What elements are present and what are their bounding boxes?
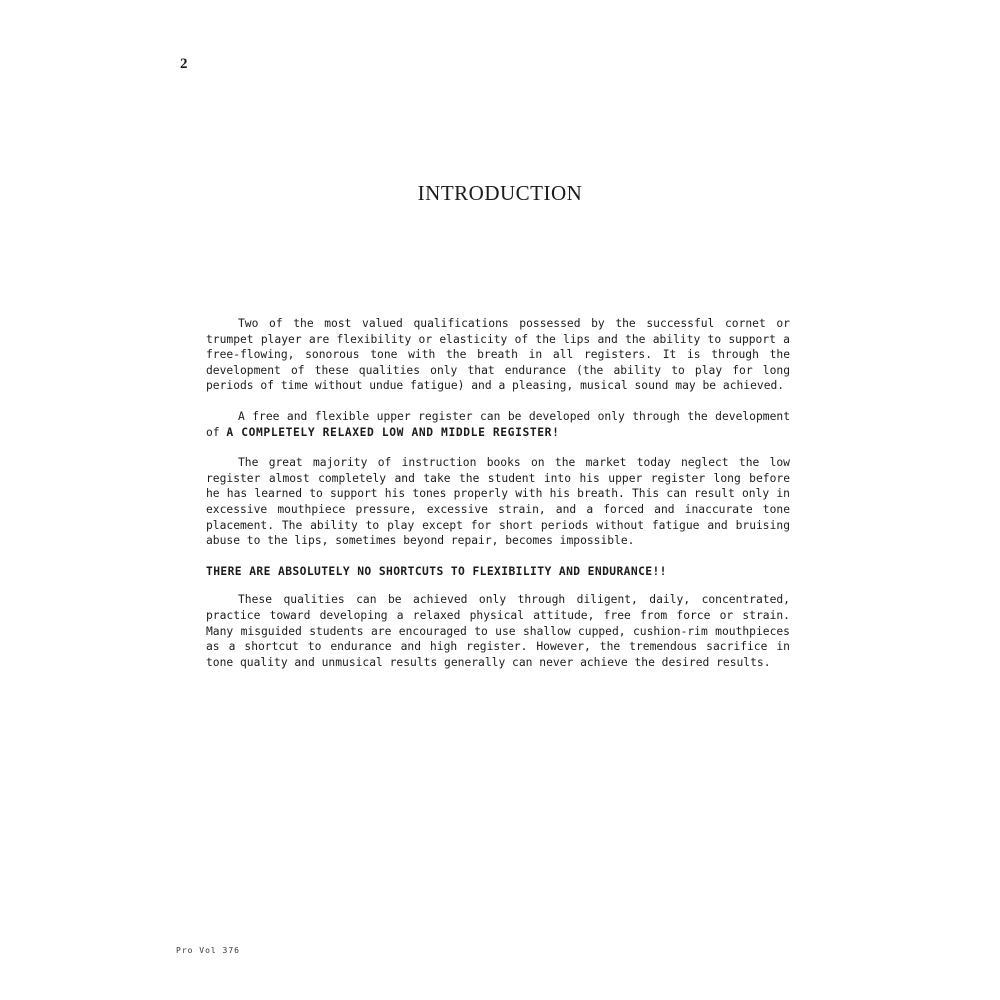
paragraph-2-lead: A free and flexible upper register can be developed only through the development of	[206, 409, 790, 439]
paragraph-2	[206, 409, 790, 440]
paragraph-1: Two of the most valued qualifications possessed by the successful cornet or trumpet player are flexibility or elasticity of the lips and the ability to support a free-flowing, sonorous tone with the breath in all registers. It is through the development of these qualities only that endurance (the ability to play for long periods of time without undue fatigue) and a pleasing, musical sound may be achieved.	[206, 317, 790, 393]
paragraph-2-emphasis: A COMPLETELY RELAXED LOW AND MIDDLE REGISTER!	[226, 425, 560, 439]
body-text	[206, 316, 790, 685]
section-heading: THERE ARE ABSOLUTELY NO SHORTCUTS TO FLEXIBILITY AND ENDURANCE!!	[206, 564, 667, 578]
page-footer: Pro Vol 376	[176, 946, 240, 955]
paragraph-3: The great majority of instruction books on the market today neglect the low register almost completely and take the student into his upper register long before he has learned to support his tones properly with his breath. This can result only in excessive mouthpiece pressure, excessive strain, and a forced and inaccurate tone placement. The ability to play except for short periods without fatigue and bruising abuse to the lips, sometimes beyond repair, becomes impossible.	[206, 456, 790, 548]
page-title: INTRODUCTION	[417, 181, 583, 205]
paragraph-4: These qualities can be achieved only through diligent, daily, concentrated, practice toward developing a relaxed physical attitude, free from force or strain. Many misguided students are encouraged to use shallow cupped, cushion-rim mouthpieces as a shortcut to endurance and high register. However, the tremendous sacrifice in tone quality and unmusical results generally can never achieve the desired results.	[206, 593, 790, 669]
page-number: 2	[180, 56, 188, 72]
